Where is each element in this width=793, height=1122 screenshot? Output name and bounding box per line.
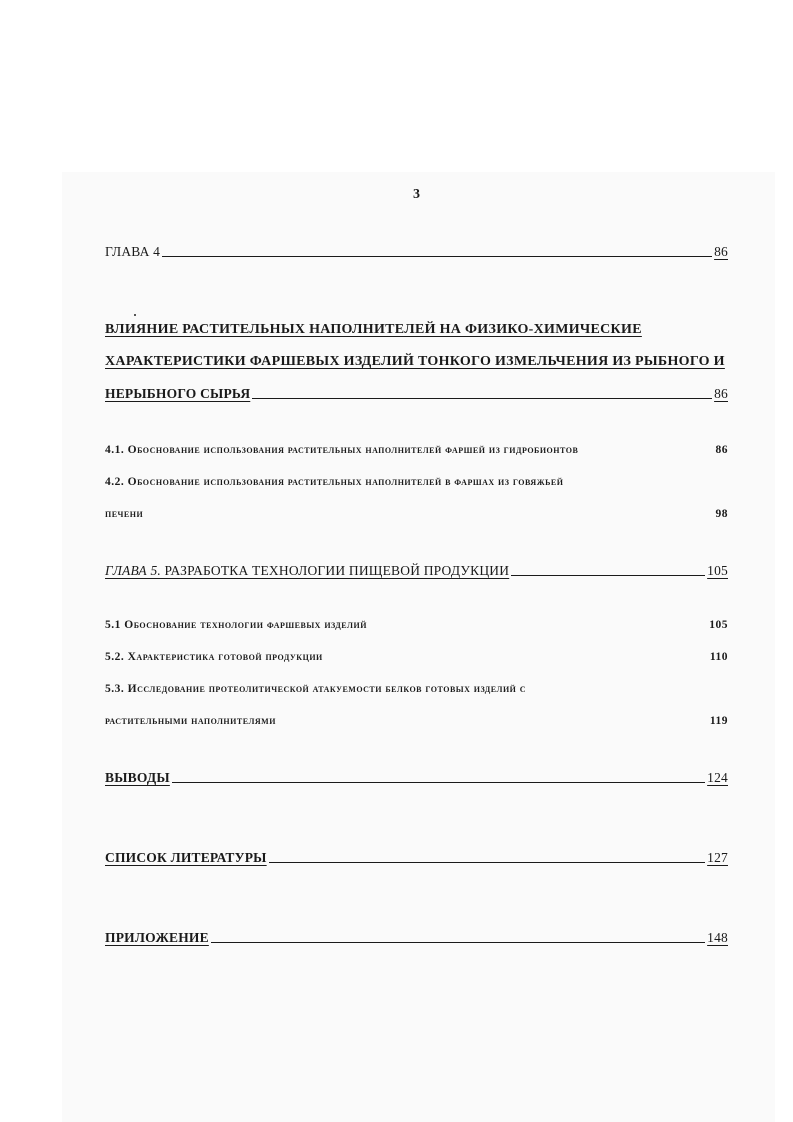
toc-entry-page: 105 [707, 563, 728, 578]
toc-entry-section-5-3-line-1 [105, 683, 728, 695]
toc-entry-page: 148 [707, 930, 728, 945]
toc-entry-section-5-3-line-2 [105, 715, 728, 727]
toc-entry-label: 4.1. Обоснование использования растительных наполнителей фаршей из гидробионтов [105, 444, 579, 456]
toc-entry-label: растительными наполнителями [105, 715, 276, 727]
toc-entry-label: СПИСОК ЛИТЕРАТУРЫ [105, 850, 267, 865]
toc-entry-page: 98 [715, 508, 728, 520]
toc-chapter-4-title-line-3: НЕРЫБНОГО СЫРЬЯ 86 [105, 386, 728, 401]
toc-entry-label: ВЫВОДЫ [105, 770, 170, 785]
toc-entry-section-4-2-line-2 [105, 508, 728, 520]
scan-speck [134, 314, 136, 316]
toc-chapter-4-title-line-2: ХАРАКТЕРИСТИКИ ФАРШЕВЫХ ИЗДЕЛИЙ ТОНКОГО ИЗМЕЛЬЧЕНИЯ ИЗ РЫБНОГО И [105, 354, 725, 369]
toc-entry-conclusions [105, 770, 728, 786]
toc-entry-section-5-2 [105, 651, 728, 663]
leader-line [172, 781, 705, 783]
toc-entry-label: 5.3. Исследование протеолитической атакуемости белков готовых изделий с [105, 683, 527, 695]
leader-line [162, 255, 712, 257]
page-number: 3 [413, 187, 420, 202]
toc-entry-page: 127 [707, 850, 728, 865]
toc-entry-section-4-1 [105, 444, 728, 456]
toc-entry-label: 4.2. Обоснование использования растительных наполнителей в фаршах из говяжьей [105, 476, 564, 488]
toc-entry-label: 5.1 Обоснование технологии фаршевых изделий [105, 619, 367, 631]
toc-entry-page: 105 [709, 619, 728, 631]
toc-entry-label: ГЛАВА 4 [105, 244, 161, 259]
toc-entry-label: печени [105, 508, 144, 520]
toc-entry-label: ГЛАВА 5. РАЗРАБОТКА ТЕХНОЛОГИИ ПИЩЕВОЙ ПРОДУКЦИИ [105, 563, 510, 578]
toc-entry-chapter-5 [105, 563, 728, 579]
toc-entry-appendix [105, 930, 728, 946]
toc-entry-references [105, 850, 728, 866]
toc-entry-page: 110 [709, 651, 728, 663]
toc-entry-page: 86 [714, 386, 728, 401]
leader-line [252, 397, 712, 399]
toc-entry-page: 86 [714, 244, 728, 259]
toc-entry-label: 5.2. Характеристика готовой продукции [105, 651, 323, 663]
leader-line [211, 941, 705, 943]
toc-entry-page: 124 [707, 770, 728, 785]
toc-entry-page: 86 [715, 444, 728, 456]
toc-entry-chapter-4 [105, 244, 728, 260]
toc-entry-label: ПРИЛОЖЕНИЕ [105, 930, 209, 945]
toc-entry-page: 119 [709, 715, 728, 727]
leader-line [511, 574, 705, 576]
leader-line [269, 861, 706, 863]
toc-chapter-4-title-line-1: ВЛИЯНИЕ РАСТИТЕЛЬНЫХ НАПОЛНИТЕЛЕЙ НА ФИЗИКО-ХИМИЧЕСКИЕ [105, 322, 642, 337]
toc-entry-section-4-2-line-1 [105, 476, 728, 488]
scanned-page-area [62, 172, 775, 1122]
toc-entry-section-5-1 [105, 619, 728, 631]
